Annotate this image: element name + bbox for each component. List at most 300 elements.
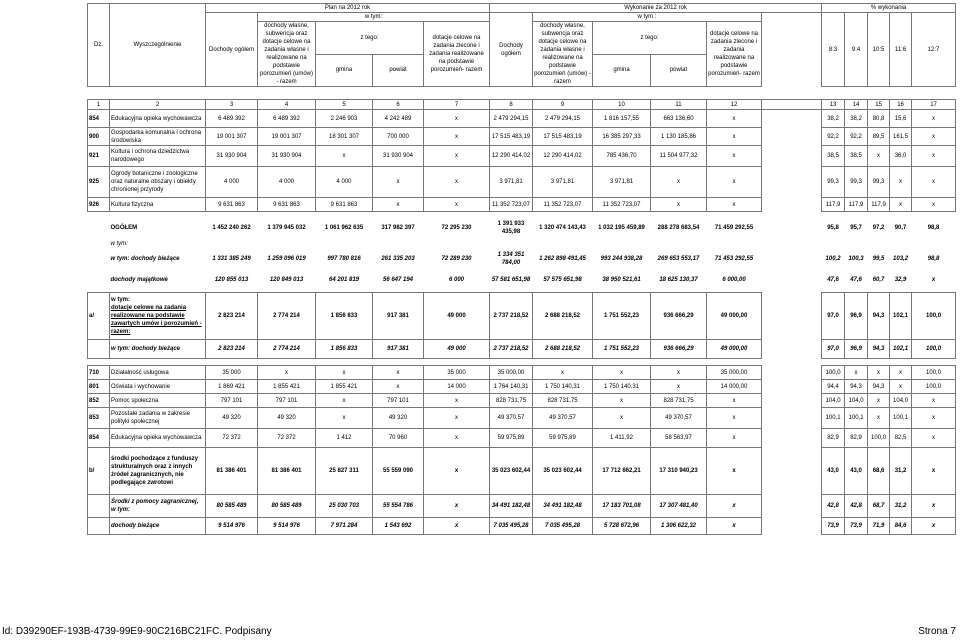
value-cell: 32,9 <box>894 277 907 283</box>
value-cell: x <box>890 366 912 380</box>
value-cell: 104,0 <box>822 394 845 408</box>
table-row <box>88 110 956 128</box>
value-cell: 80 585 489 <box>206 495 258 518</box>
value-cell: x <box>890 198 912 212</box>
value-cell: 103,2 <box>893 256 909 262</box>
value-cell: 1 855 421 <box>258 380 316 394</box>
value-cell: 6 489 392 <box>206 110 258 128</box>
value-cell: 3 971,81 <box>490 167 533 198</box>
value-cell <box>912 238 956 250</box>
column-number: 10 <box>593 100 651 110</box>
value-cell: x <box>707 394 762 408</box>
z-tego-header-2: z tego: <box>593 22 707 55</box>
value-cell: 1 751 552,23 <box>593 293 651 340</box>
dz-cell <box>88 340 110 359</box>
gap-cell <box>762 128 822 146</box>
column-number: 11 <box>651 100 707 110</box>
value-cell <box>490 238 533 250</box>
value-cell: 99,5 <box>872 256 885 262</box>
value-cell: x <box>533 366 593 380</box>
table-row <box>88 518 956 535</box>
value-cell: 11 352 723,07 <box>533 198 593 212</box>
value-cell: 82,9 <box>822 429 845 448</box>
value-cell: 34 491 182,48 <box>490 495 533 518</box>
name-cell <box>110 293 206 340</box>
value-cell: 2 688 218,52 <box>533 340 593 359</box>
table-row <box>88 250 956 268</box>
gap-cell <box>762 167 822 198</box>
value-cell: 6 000 <box>449 277 465 283</box>
value-cell: 18 301 307 <box>316 128 373 146</box>
value-cell: 70 960 <box>373 429 424 448</box>
dz-cell: 801 <box>88 380 110 394</box>
value-cell: 49 370,57 <box>490 408 533 429</box>
budget-table-sheet <box>87 3 955 535</box>
dochody-ogolem-header: Dochody ogółem <box>206 13 258 87</box>
value-cell: 12 290 414,02 <box>490 146 533 167</box>
value-cell: 1 379 945 032 <box>267 225 306 231</box>
gap-cell <box>762 110 822 128</box>
value-cell: 47,6 <box>850 277 862 283</box>
value-cell: 35 023 602,44 <box>490 448 533 495</box>
value-cell: 2 823 214 <box>206 293 258 340</box>
dz-cell: a/ <box>88 293 110 340</box>
gmina-header-2: gmina <box>593 54 651 87</box>
plan-header: Plan na 2012 rok <box>206 4 490 13</box>
value-cell: 120 849 013 <box>269 277 304 283</box>
value-cell: x <box>651 366 707 380</box>
value-cell: 31 930 904 <box>373 146 424 167</box>
value-cell: 90,7 <box>894 225 907 231</box>
gap-cell <box>762 220 822 236</box>
table-row <box>88 220 956 236</box>
gap-cell <box>762 366 822 380</box>
wyszczegolnienie-header: Wyszczególnienie <box>110 4 206 87</box>
value-cell: x <box>651 198 707 212</box>
value-cell: 917 381 <box>373 340 424 359</box>
value-cell <box>316 238 373 250</box>
value-cell: 99,3 <box>845 167 868 198</box>
value-cell: 97,2 <box>872 225 885 231</box>
budget-table <box>87 3 956 535</box>
value-cell: 1 320 474 143,43 <box>539 225 586 231</box>
value-cell: 59 975,89 <box>533 429 593 448</box>
value-cell: 17 310 940,23 <box>651 448 707 495</box>
value-cell: 663 136,60 <box>651 110 707 128</box>
pct-9-4: 9:4 <box>845 13 868 87</box>
name-cell: Edukacyjna opieka wychowawcza <box>110 429 206 448</box>
value-cell: x <box>424 495 490 518</box>
column-number: 6 <box>373 100 424 110</box>
value-cell: 99,3 <box>868 167 890 198</box>
value-cell: 1 856 833 <box>316 293 373 340</box>
value-cell: 6 489 392 <box>258 110 316 128</box>
value-cell: x <box>890 380 912 394</box>
dz-cell: 853 <box>88 408 110 429</box>
value-cell: 2 737 218,52 <box>490 293 533 340</box>
value-cell: x <box>373 198 424 212</box>
value-cell: x <box>424 146 490 167</box>
value-cell: 72 372 <box>258 429 316 448</box>
value-cell: 117,9 <box>868 198 890 212</box>
value-cell: 96,9 <box>845 340 868 359</box>
value-cell: 17 515 483,19 <box>533 128 593 146</box>
value-cell: 94,3 <box>845 380 868 394</box>
value-cell: 71 459 292,55 <box>714 225 754 231</box>
value-cell <box>424 238 490 250</box>
value-cell: 56 647 194 <box>382 277 414 283</box>
value-cell: 9 514 976 <box>258 518 316 535</box>
value-cell: 72 295 230 <box>441 225 472 231</box>
value-cell: 3 971,81 <box>533 167 593 198</box>
value-cell: 35 000,00 <box>490 366 533 380</box>
value-cell: 1 061 962 635 <box>324 225 364 231</box>
value-cell: 38,5 <box>822 146 845 167</box>
value-cell: 17 183 701,08 <box>593 495 651 518</box>
value-cell: x <box>651 380 707 394</box>
table-row <box>88 128 956 146</box>
value-cell: x <box>707 128 762 146</box>
value-cell: 31 930 904 <box>206 146 258 167</box>
value-cell: 55 559 090 <box>373 448 424 495</box>
value-cell: 2 688 218,52 <box>533 293 593 340</box>
value-cell: 4 000 <box>206 167 258 198</box>
value-cell: 14 000 <box>424 380 490 394</box>
table-row <box>88 366 956 380</box>
value-cell: 1 750 140,31 <box>593 380 651 394</box>
value-cell: 797 101 <box>206 394 258 408</box>
pct-11-6: 11:6 <box>890 13 912 87</box>
value-cell: 1 856 833 <box>316 340 373 359</box>
value-cell: 4 000 <box>316 167 373 198</box>
value-cell: x <box>651 167 707 198</box>
value-cell: 58 563,97 <box>651 429 707 448</box>
name-cell: w tym: dochody bieżące <box>110 256 180 262</box>
value-cell: 14 000,00 <box>707 380 762 394</box>
value-cell: x <box>424 110 490 128</box>
gap-cell <box>762 250 822 268</box>
value-cell: 936 666,29 <box>651 340 707 359</box>
value-cell: x <box>707 146 762 167</box>
column-number: 9 <box>533 100 593 110</box>
dz-cell: 921 <box>88 146 110 167</box>
value-cell: 35 000 <box>206 366 258 380</box>
value-cell: x <box>373 380 424 394</box>
column-number: 16 <box>890 100 912 110</box>
value-cell: 25 827 311 <box>316 448 373 495</box>
value-cell: 7 035 495,28 <box>533 518 593 535</box>
value-cell: x <box>912 429 956 448</box>
value-cell: 100,0 <box>912 340 956 359</box>
gap-cell <box>762 495 822 518</box>
column-number: 13 <box>822 100 845 110</box>
name-cell: Gospodarka komunalna i ochrona środowiska <box>110 128 206 146</box>
value-cell: 1 331 385 249 <box>212 256 251 262</box>
value-cell: 36,0 <box>890 146 912 167</box>
value-cell: 1 334 351 784,00 <box>497 252 525 266</box>
value-cell: 11 352 723,07 <box>490 198 533 212</box>
value-cell: x <box>424 429 490 448</box>
value-cell: 2 737 218,52 <box>490 340 533 359</box>
value-cell: x <box>868 146 890 167</box>
value-cell: 1 411,92 <box>593 429 651 448</box>
value-cell: 94,3 <box>868 293 890 340</box>
value-cell: 55 554 786 <box>373 495 424 518</box>
gap-cell <box>762 198 822 212</box>
value-cell: 102,1 <box>890 340 912 359</box>
table-row <box>88 238 956 250</box>
value-cell: 98,8 <box>927 256 940 262</box>
name-cell: Działalność usługowa <box>110 366 206 380</box>
value-cell: 16 385 297,33 <box>593 128 651 146</box>
value-cell: 161,5 <box>890 128 912 146</box>
value-cell: 49 000,00 <box>707 293 762 340</box>
value-cell: 19 001 307 <box>258 128 316 146</box>
value-cell <box>845 238 868 250</box>
value-cell: 2 823 214 <box>206 340 258 359</box>
column-number: 7 <box>424 100 490 110</box>
value-cell: 25 030 703 <box>316 495 373 518</box>
value-cell: 95,7 <box>850 225 862 231</box>
dz-header: Dz. <box>88 4 110 87</box>
value-cell: 3 971,81 <box>593 167 651 198</box>
value-cell: 104,0 <box>890 394 912 408</box>
value-cell: 100,0 <box>912 366 956 380</box>
value-cell: 2 774 214 <box>258 293 316 340</box>
value-cell: 7 971 284 <box>316 518 373 535</box>
value-cell: 117,9 <box>822 198 845 212</box>
table-row <box>88 340 956 359</box>
value-cell: 1 412 <box>316 429 373 448</box>
value-cell: x <box>316 146 373 167</box>
value-cell: 1 306 622,32 <box>651 518 707 535</box>
name-cell: Kultura i ochrona dziedzictwa narodowego <box>110 146 206 167</box>
dz-cell <box>88 272 110 288</box>
pct-8-3: 8:3 <box>822 13 845 87</box>
value-cell: 797 101 <box>258 394 316 408</box>
dotacje-celowe-header-2: dotacje celowe na zadania zlecone i zadania realizowane na podstawie porozumień- razem <box>707 22 762 87</box>
name-cell: dochody majątkowe <box>110 277 168 283</box>
value-cell: 49 000,00 <box>707 340 762 359</box>
value-cell: 43,0 <box>822 448 845 495</box>
value-cell: 34 491 182,48 <box>533 495 593 518</box>
value-cell: 2 479 294,15 <box>490 110 533 128</box>
value-cell: 64 201 819 <box>328 277 360 283</box>
value-cell: 31,2 <box>890 448 912 495</box>
value-cell: 68,6 <box>868 448 890 495</box>
value-cell: 97,0 <box>822 293 845 340</box>
value-cell: 35 023 602,44 <box>533 448 593 495</box>
dz-cell: 926 <box>88 198 110 212</box>
name-cell: środki pochodzące z funduszy strukturalnych oraz z innych źródeł zagranicznych, nie podlegające zwrotowi <box>110 448 206 495</box>
value-cell: 100,0 <box>912 380 956 394</box>
table-row <box>88 146 956 167</box>
value-cell: 71 453 292,55 <box>714 256 754 262</box>
value-cell: x <box>912 146 956 167</box>
value-cell: 100,1 <box>822 408 845 429</box>
value-cell: 100,2 <box>825 256 841 262</box>
value-cell: 100,0 <box>868 429 890 448</box>
value-cell: 100,0 <box>912 293 956 340</box>
value-cell: x <box>707 518 762 535</box>
w-tym-header: w tym: <box>258 13 490 22</box>
value-cell: 92,2 <box>845 128 868 146</box>
footer-page: Strona 7 <box>918 626 956 637</box>
value-cell: 1 032 195 459,89 <box>598 225 645 231</box>
column-number: 3 <box>206 100 258 110</box>
value-cell: 100,1 <box>890 408 912 429</box>
gap-cell <box>762 518 822 535</box>
table-row <box>88 394 956 408</box>
value-cell: x <box>931 277 936 283</box>
value-cell: 1 452 240 262 <box>212 225 251 231</box>
value-cell: 97,0 <box>822 340 845 359</box>
name-cell: Oświata i wychowanie <box>110 380 206 394</box>
value-cell: x <box>912 110 956 128</box>
value-cell: 700 000 <box>373 128 424 146</box>
value-cell: x <box>707 408 762 429</box>
value-cell: 81 386 401 <box>258 448 316 495</box>
value-cell: 104,0 <box>845 394 868 408</box>
value-cell: 1 764 140,31 <box>490 380 533 394</box>
value-cell: 7 035 495,28 <box>490 518 533 535</box>
value-cell: 47,6 <box>827 277 839 283</box>
dz-cell <box>88 495 110 518</box>
column-number: 5 <box>316 100 373 110</box>
value-cell: 100,3 <box>848 256 864 262</box>
gap-cell <box>762 238 822 250</box>
value-cell: 4 242 489 <box>373 110 424 128</box>
value-cell: 5 728 672,96 <box>593 518 651 535</box>
value-cell: 6 000,00 <box>722 277 746 283</box>
footer-id: Id: D39290EF-193B-4739-99E9-90C216BC21FC. Podpisany <box>2 626 272 637</box>
value-cell: x <box>707 448 762 495</box>
value-cell <box>651 238 707 250</box>
value-cell: 94,4 <box>822 380 845 394</box>
value-cell: x <box>912 408 956 429</box>
value-cell: 2 479 294,15 <box>533 110 593 128</box>
table-row <box>88 198 956 212</box>
table-row <box>88 495 956 518</box>
value-cell: x <box>424 128 490 146</box>
value-cell: 57 575 651,98 <box>543 277 582 283</box>
value-cell: 18 625 130,37 <box>659 277 698 283</box>
dz-cell: b/ <box>88 448 110 495</box>
value-cell: 31,2 <box>890 495 912 518</box>
value-cell: 92,2 <box>822 128 845 146</box>
dochody-wlasne-header: dochody własne, subwencja oraz dotacje celowe na zadania własne i realizowane na podstawie porozumień (umów) - razem <box>258 22 316 87</box>
a-w-tym: w tym: <box>111 297 131 303</box>
a-name: dotacje celowe na zadania realizowane na podstawie zawartych umów i porozumień - razem: <box>111 305 202 335</box>
value-cell: 4 000 <box>258 167 316 198</box>
value-cell: 42,8 <box>822 495 845 518</box>
value-cell: 317 982 397 <box>381 225 415 231</box>
value-cell: x <box>258 366 316 380</box>
value-cell: 38 950 521,61 <box>602 277 641 283</box>
value-cell: x <box>707 198 762 212</box>
value-cell: 72 289 230 <box>441 256 472 262</box>
value-cell <box>890 238 912 250</box>
value-cell: x <box>912 394 956 408</box>
value-cell <box>258 238 316 250</box>
value-cell: x <box>868 408 890 429</box>
gap-cell <box>762 394 822 408</box>
procent-header: % wykonania <box>822 4 956 13</box>
value-cell: x <box>868 366 890 380</box>
value-cell: x <box>316 408 373 429</box>
value-cell: x <box>890 167 912 198</box>
dz-cell: 900 <box>88 128 110 146</box>
dz-cell <box>88 220 110 236</box>
value-cell: 80,8 <box>868 110 890 128</box>
value-cell: 95,8 <box>827 225 839 231</box>
value-cell: 828 731,75 <box>490 394 533 408</box>
value-cell: 1 391 933 435,98 <box>497 221 525 235</box>
value-cell: 936 666,29 <box>651 293 707 340</box>
value-cell: 73,9 <box>822 518 845 535</box>
value-cell: 17 712 662,21 <box>593 448 651 495</box>
value-cell: 73,9 <box>845 518 868 535</box>
value-cell: 1 130 185,86 <box>651 128 707 146</box>
value-cell: x <box>424 167 490 198</box>
value-cell <box>373 238 424 250</box>
value-cell: 269 653 553,17 <box>657 256 700 262</box>
name-cell: w tym: <box>110 241 128 247</box>
column-number: 4 <box>258 100 316 110</box>
gmina-header: gmina <box>316 54 373 87</box>
table-row <box>88 408 956 429</box>
name-cell: OGÓŁEM <box>110 225 138 231</box>
column-number: 17 <box>912 100 956 110</box>
value-cell <box>868 238 890 250</box>
value-cell: 1 816 157,55 <box>593 110 651 128</box>
column-number: 14 <box>845 100 868 110</box>
value-cell: x <box>593 408 651 429</box>
value-cell: x <box>316 394 373 408</box>
gap-cell <box>762 146 822 167</box>
column-number: 12 <box>707 100 762 110</box>
value-cell: 11 352 723,07 <box>593 198 651 212</box>
dz-cell: 925 <box>88 167 110 198</box>
dz-cell <box>88 238 110 250</box>
column-number: 1 <box>88 100 110 110</box>
column-number: 15 <box>868 100 890 110</box>
value-cell <box>822 238 845 250</box>
value-cell: 49 320 <box>258 408 316 429</box>
value-cell: 9 631 863 <box>206 198 258 212</box>
value-cell: x <box>707 110 762 128</box>
value-cell: x <box>424 448 490 495</box>
z-tego-header: z tego: <box>316 22 424 55</box>
value-cell: 120 855 013 <box>214 277 249 283</box>
value-cell: 49 370,57 <box>651 408 707 429</box>
value-cell: 31 930 904 <box>258 146 316 167</box>
value-cell: 1 543 692 <box>373 518 424 535</box>
pct-10-5: 10:5 <box>868 13 890 87</box>
pct-12-7: 12:7 <box>912 13 956 87</box>
value-cell: 94,3 <box>868 340 890 359</box>
value-cell: x <box>912 167 956 198</box>
value-cell: 828 731,75 <box>651 394 707 408</box>
value-cell: 19 001 307 <box>206 128 258 146</box>
value-cell: 71,9 <box>868 518 890 535</box>
value-cell: 82,9 <box>845 429 868 448</box>
value-cell: 89,5 <box>868 128 890 146</box>
name-cell: w tym: dochody bieżące <box>110 340 206 359</box>
table-row <box>88 429 956 448</box>
dz-cell: 854 <box>88 110 110 128</box>
powiat-header-2: powiat <box>651 54 707 87</box>
